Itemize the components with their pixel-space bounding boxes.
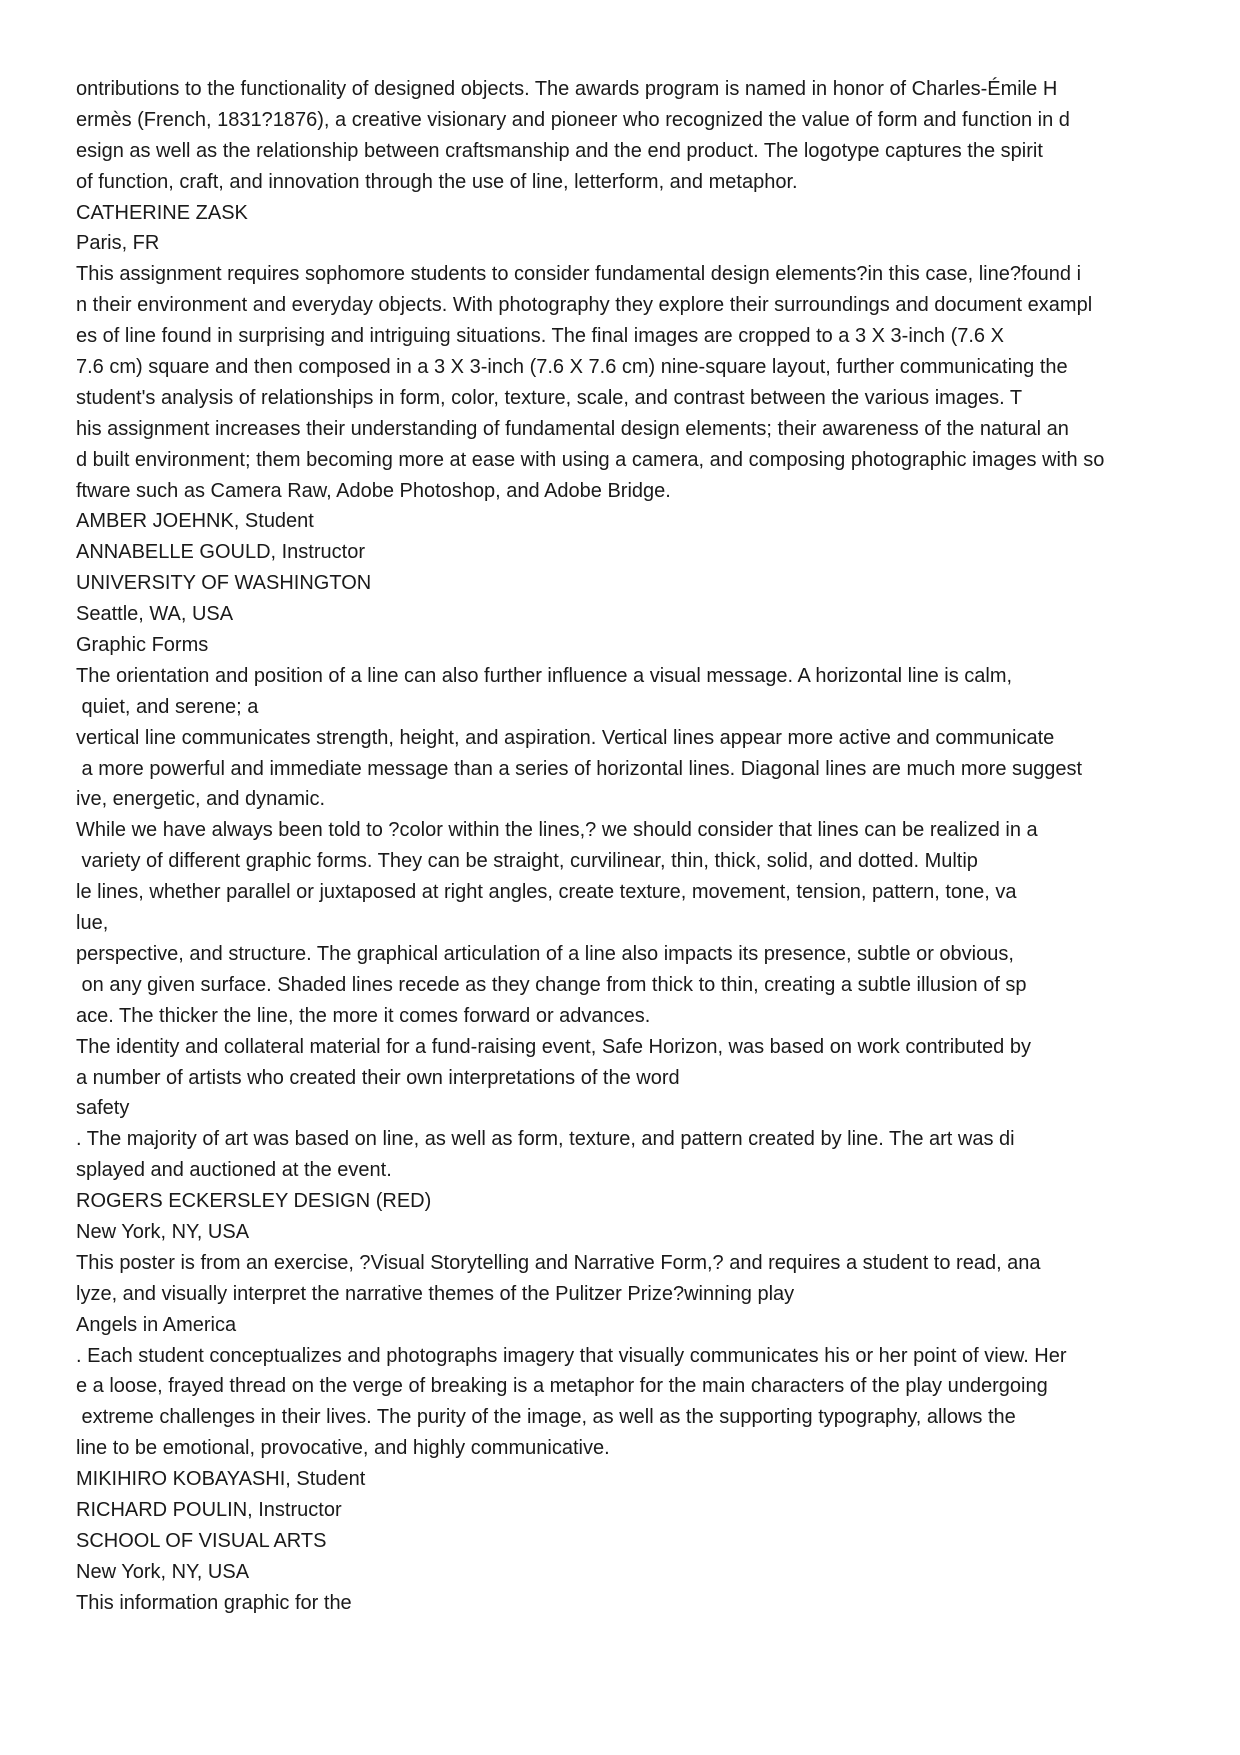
text-line: ontributions to the functionality of designed objects. The awards program is named in honor of Charles-Émile H [76,78,1058,100]
text-line: variety of different graphic forms. They can be straight, curvilinear, thin, thick, solid, and dotted. Multip [76,850,978,873]
credit-name: ANNABELLE GOULD, Instructor [76,541,365,564]
text-line: . Each student conceptualizes and photographs imagery that visually communicates his or her point of view. Her [76,1344,1067,1367]
credit-name: MIKIHIRO KOBAYASHI, Student [76,1468,366,1491]
text-line: This poster is from an exercise, ?Visual Storytelling and Narrative Form,? and requires a student to read, ana [76,1251,1041,1274]
text-line: ace. The thicker the line, the more it comes forward or advances. [76,1004,651,1027]
text-line: 7.6 cm) square and then composed in a 3 X 3-inch (7.6 X 7.6 cm) nine-square layout, further communicating the [76,356,1068,379]
text-line: quiet, and serene; a [76,695,259,718]
text-line: on any given surface. Shaded lines recede as they change from thick to thin, creating a subtle illusion of sp [76,973,1027,996]
credit-institution: UNIVERSITY OF WASHINGTON [76,572,372,595]
credit-name: CATHERINE ZASK [76,201,248,224]
text-line: extreme challenges in their lives. The purity of the image, as well as the supporting typography, allows the [76,1406,1016,1429]
text-line: The identity and collateral material for a fund-raising event, Safe Horizon, was based on work contributed by [76,1035,1031,1058]
credit-institution: SCHOOL OF VISUAL ARTS [76,1529,327,1552]
text-line: e a loose, frayed thread on the verge of breaking is a metaphor for the main characters of the play undergoing [76,1375,1048,1398]
text-line: student's analysis of relationships in form, color, texture, scale, and contrast between the various images. T [76,386,1023,409]
text-line: line to be emotional, provocative, and highly communicative. [76,1437,610,1460]
text-line: le lines, whether parallel or juxtaposed at right angles, create texture, movement, tension, pattern, tone, va [76,881,1017,904]
text-line: vertical line communicates strength, height, and aspiration. Vertical lines appear more active and communicate [76,726,1055,749]
text-line: This assignment requires sophomore students to consider fundamental design elements?in this case, line?found i [76,263,1082,286]
text-line: ermès (French, 1831?1876), a creative visionary and pioneer who recognized the value of form and function in d [76,108,1070,131]
text-line: perspective, and structure. The graphical articulation of a line also impacts its presence, subtle or obvious, [76,942,1014,965]
text-line: lue, [76,912,109,935]
credit-name: RICHARD POULIN, Instructor [76,1498,342,1521]
text-line: a more powerful and immediate message than a series of horizontal lines. Diagonal lines are much more suggest [76,757,1083,780]
credit-location: New York, NY, USA [76,1220,250,1243]
text-line: esign as well as the relationship between craftsmanship and the end product. The logotype captures the spirit [76,139,1043,162]
text-line: lyze, and visually interpret the narrative themes of the Pulitzer Prize?winning play [76,1282,795,1305]
text-line: While we have always been told to ?color within the lines,? we should consider that lines can be realized in a [76,819,1038,842]
text-line: This information graphic for the [76,1591,352,1614]
text-line: a number of artists who created their own interpretations of the word [76,1066,680,1089]
text-line: d built environment; them becoming more at ease with using a camera, and composing photographic images with so [76,448,1105,471]
credit-name: ROGERS ECKERSLEY DESIGN (RED) [76,1190,432,1213]
section-heading: Graphic Forms [76,634,209,657]
text-line: ive, energetic, and dynamic. [76,788,326,811]
text-line: splayed and auctioned at the event. [76,1159,392,1182]
text-line: of function, craft, and innovation through the use of line, letterform, and metaphor. [76,170,798,193]
text-line: safety [76,1097,130,1120]
credit-location: Seattle, WA, USA [76,603,234,626]
text-line: . The majority of art was based on line, as well as form, texture, and pattern created by line. The art was di [76,1128,1015,1151]
text-line: ftware such as Camera Raw, Adobe Photoshop, and Adobe Bridge. [76,479,671,502]
document-page [76,74,1206,1619]
text-line: es of line found in surprising and intriguing situations. The final images are cropped to a 3 X 3-inch (7.6 X [76,325,1004,348]
text-line: n their environment and everyday objects. With photography they explore their surroundings and document exampl [76,294,1093,317]
text-line: The orientation and position of a line can also further influence a visual message. A horizontal line is calm, [76,664,1013,687]
credit-name: AMBER JOEHNK, Student [76,510,314,533]
text-line: Angels in America [76,1313,237,1336]
credit-location: New York, NY, USA [76,1560,250,1583]
credit-location: Paris, FR [76,232,160,255]
text-line: his assignment increases their understanding of fundamental design elements; their awareness of the natural an [76,417,1069,440]
